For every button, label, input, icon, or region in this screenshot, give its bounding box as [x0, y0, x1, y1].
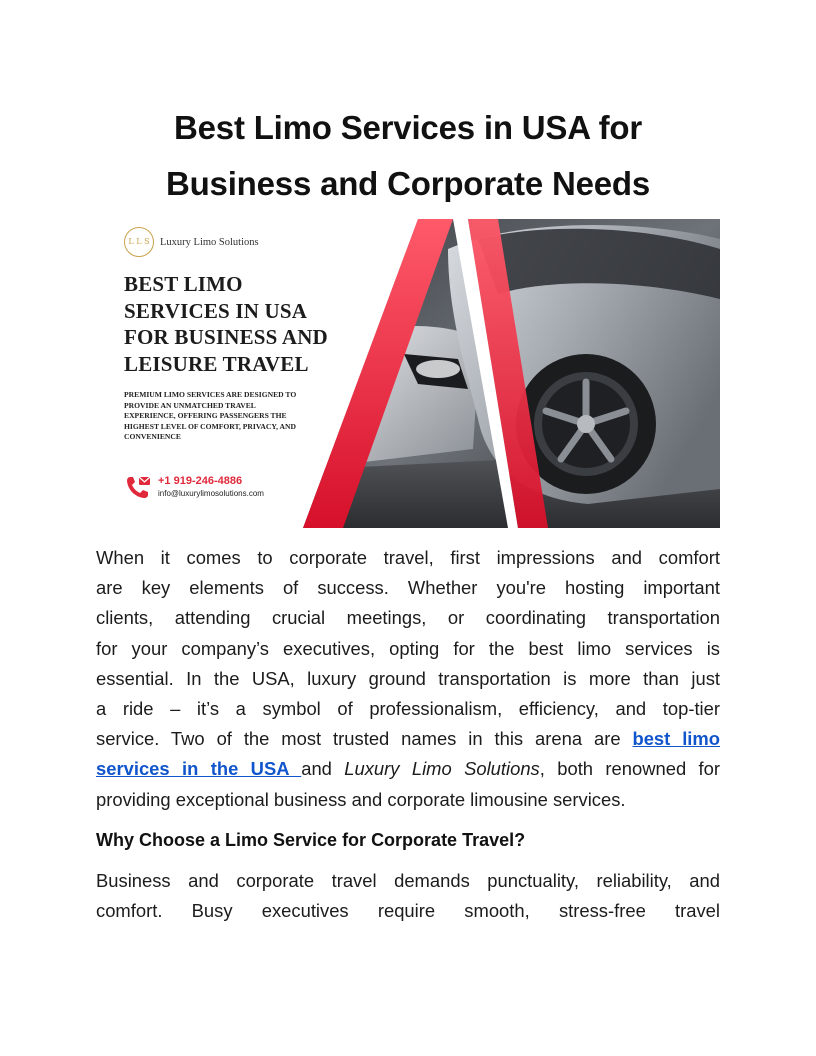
banner-subtext-line: CONVENIENCE — [124, 432, 181, 441]
banner-heading — [124, 271, 414, 377]
title-line-1: Best Limo Services in USA for — [174, 109, 642, 146]
paragraph-intro — [96, 543, 720, 815]
best-limo-link[interactable]: best limo — [632, 728, 720, 750]
paragraph-line: for your company’s executives, opting for the best limo services is — [96, 637, 720, 659]
phone-icon — [124, 473, 152, 501]
banner-subtext — [124, 390, 354, 443]
logo-emblem: L L S — [124, 227, 154, 257]
paragraph-line: clients, attending crucial meetings, or coordinating transportation — [96, 607, 720, 629]
paragraph-second — [96, 866, 720, 926]
banner-phone: +1 919-246-4886 — [158, 475, 243, 487]
banner-heading-line: BEST LIMO — [124, 272, 243, 296]
paragraph-text: service. Two of the most trusted names in this arena are — [96, 728, 633, 750]
paragraph-text: , both renowned for — [539, 758, 721, 780]
paragraph-line: providing exceptional business and corporate limousine services. — [96, 788, 626, 810]
banner-heading-line: SERVICES IN USA — [124, 298, 308, 323]
title-line-2: Business and Corporate Needs — [165, 165, 651, 202]
paragraph-text: and — [301, 758, 345, 780]
banner-subtext-line: EXPERIENCE, OFFERING PASSENGERS THE — [124, 411, 287, 420]
paragraph-line: are key elements of success. Whether you're hosting important — [96, 577, 720, 599]
banner-subtext-line: HIGHEST LEVEL OF COMFORT, PRIVACY, AND — [124, 421, 296, 431]
page-title — [96, 100, 720, 212]
section-heading: Why Choose a Limo Service for Corporate Travel? — [96, 830, 526, 850]
hero-banner-image — [118, 219, 720, 528]
paragraph-line — [96, 724, 720, 754]
paragraph-line — [96, 754, 720, 784]
paragraph-line: When it comes to corporate travel, first impressions and comfort — [96, 547, 720, 568]
paragraph-line: comfort. Busy executives require smooth, stress-free travel — [96, 900, 720, 922]
paragraph-line: Business and corporate travel demands punctuality, reliability, and — [96, 870, 720, 891]
banner-heading-line: LEISURE TRAVEL — [124, 351, 309, 376]
banner-contact — [124, 473, 264, 501]
brand-name-italic: Luxury Limo Solutions — [344, 758, 540, 780]
banner-heading-line: FOR BUSINESS AND — [124, 325, 328, 349]
services-usa-link[interactable]: services in the USA — [96, 758, 302, 780]
banner-email: info@luxurylimosolutions.com — [158, 489, 264, 498]
banner-subtext-line: PREMIUM LIMO SERVICES ARE DESIGNED TO — [124, 390, 297, 399]
logo-text: Luxury Limo Solutions — [160, 236, 259, 248]
brand-logo — [124, 227, 259, 257]
paragraph-line: a ride – it’s a symbol of professionalism, efficiency, and top-tier — [96, 697, 720, 719]
banner-subtext-line: PROVIDE AN UNMATCHED TRAVEL — [124, 400, 256, 410]
paragraph-line: essential. In the USA, luxury ground transportation is more than just — [96, 667, 720, 689]
